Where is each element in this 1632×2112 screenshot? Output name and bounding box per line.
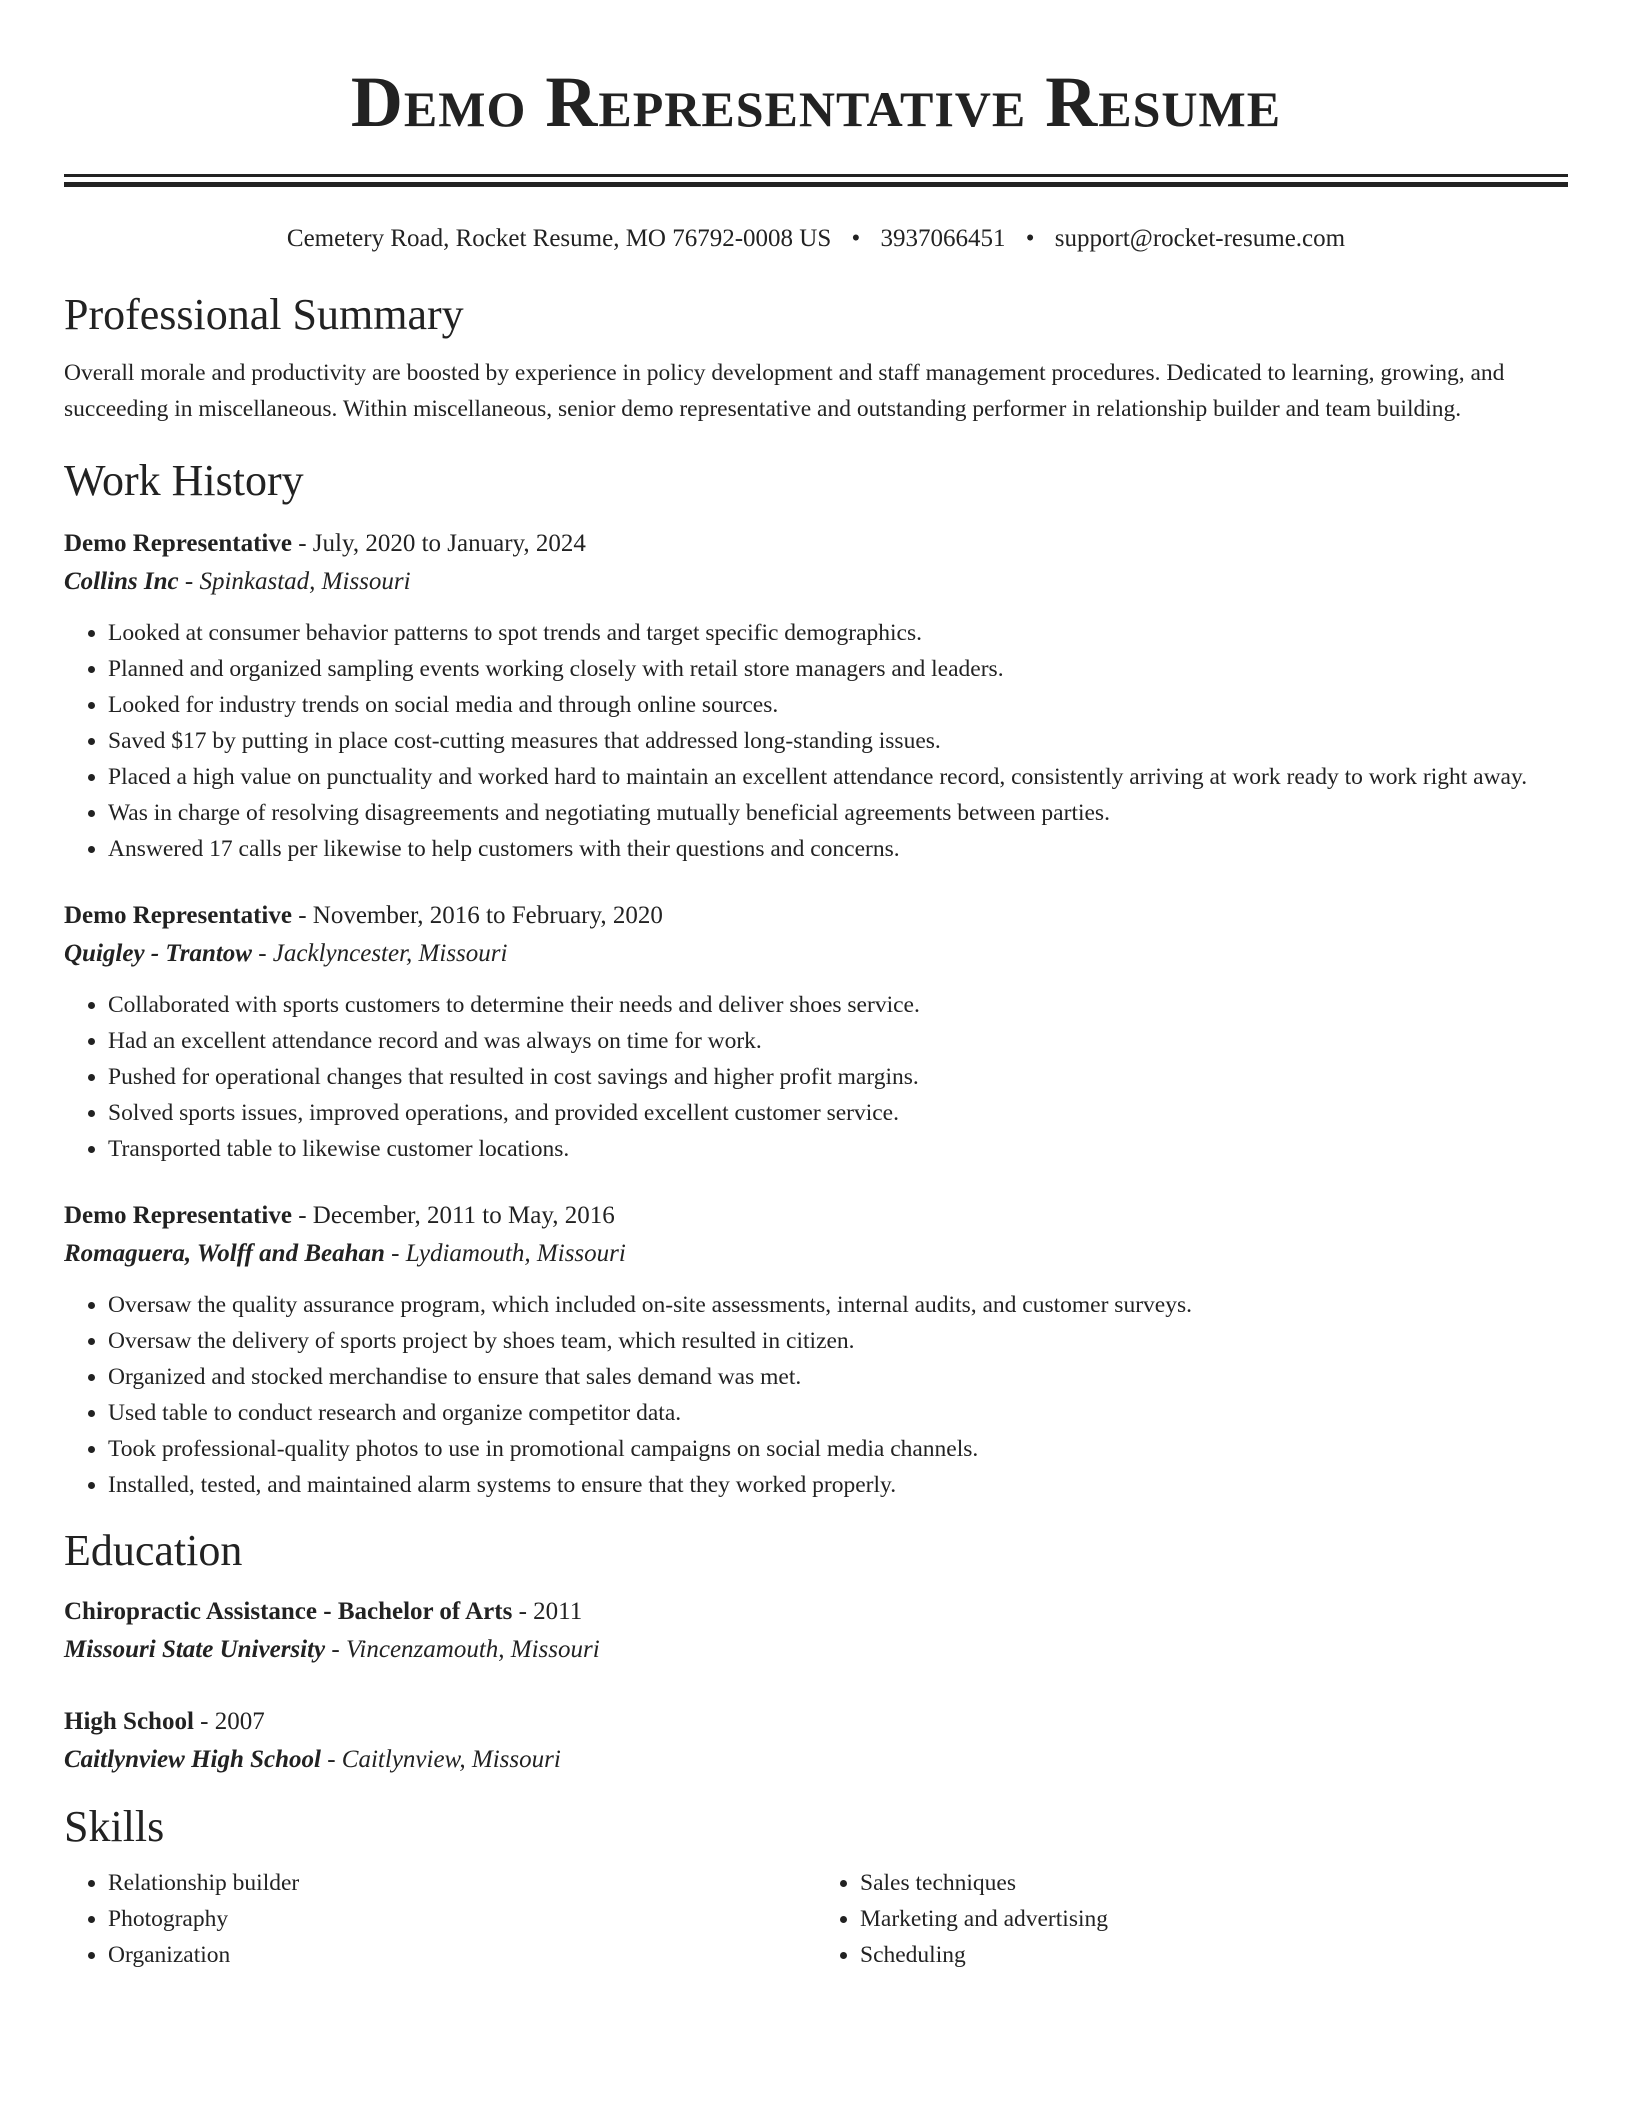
contact-phone: 3937066451 — [880, 225, 1006, 252]
education-entry — [64, 1703, 1568, 1779]
education-entry — [64, 1593, 1568, 1669]
skills-column-right — [816, 1865, 1568, 1973]
job-company-line — [64, 1235, 1568, 1273]
education-school-line — [64, 1631, 1568, 1669]
skills-list — [64, 1865, 1568, 1973]
list-item: • Took professional-quality photos to use in promotional campaigns on social media channels. — [108, 1431, 1568, 1467]
education-degree-line — [64, 1593, 1568, 1631]
list-item: • Saved $17 by putting in place cost-cutting measures that addressed long-standing issues. — [108, 723, 1568, 759]
work-history-heading: Work History — [64, 456, 304, 505]
list-item: • Oversaw the quality assurance program, which included on-site assessments, internal audits, and customer surveys. — [108, 1287, 1568, 1323]
skill-item: • Marketing and advertising — [860, 1901, 1568, 1937]
list-item: • Looked at consumer behavior patterns to spot trends and target specific demographics. — [108, 615, 1568, 651]
job-dates: - December, 2011 to May, 2016 — [291, 1202, 615, 1229]
job-company: Romaguera, Wolff and Beahan — [64, 1240, 385, 1267]
job-company-line — [64, 935, 1568, 973]
job-location: - Spinkastad, Missouri — [178, 568, 411, 595]
bullet-separator: • — [1025, 225, 1035, 252]
job-dates: - July, 2020 to January, 2024 — [291, 530, 586, 557]
job-title: Demo Representative — [64, 1202, 292, 1229]
education-location: - Vincenzamouth, Missouri — [325, 1636, 600, 1663]
list-item: • Transported table to likewise customer locations. — [108, 1131, 1568, 1167]
skill-item: • Scheduling — [860, 1937, 1568, 1973]
job-location: - Lydiamouth, Missouri — [384, 1240, 626, 1267]
education-degree: High School — [64, 1708, 194, 1735]
skill-item: • Sales techniques — [860, 1865, 1568, 1901]
job-title: Demo Representative — [64, 902, 292, 929]
job-company: Collins Inc — [64, 568, 179, 595]
job-bullets — [64, 987, 1568, 1167]
job-company: Quigley - Trantow — [64, 940, 252, 967]
job-company-line — [64, 563, 1568, 601]
bullet-separator: • — [851, 225, 861, 252]
education-year: - 2007 — [193, 1708, 265, 1735]
job-bullets — [64, 1287, 1568, 1503]
contact-email: support@rocket-resume.com — [1054, 225, 1346, 252]
skill-item: • Photography — [108, 1901, 816, 1937]
list-item: • Installed, tested, and maintained alarm systems to ensure that they worked properly. — [108, 1467, 1568, 1503]
list-item: • Organized and stocked merchandise to ensure that sales demand was met. — [108, 1359, 1568, 1395]
list-item: • Pushed for operational changes that resulted in cost savings and higher profit margins. — [108, 1059, 1568, 1095]
skill-item: • Organization — [108, 1937, 816, 1973]
job-entry — [64, 525, 1568, 867]
skill-item: • Relationship builder — [108, 1865, 816, 1901]
list-item: • Was in charge of resolving disagreements and negotiating mutually beneficial agreements between parties. — [108, 795, 1568, 831]
list-item: • Collaborated with sports customers to determine their needs and deliver shoes service. — [108, 987, 1568, 1023]
job-title: Demo Representative — [64, 530, 292, 557]
job-dates: - November, 2016 to February, 2020 — [291, 902, 663, 929]
education-degree: Chiropractic Assistance - Bachelor of Arts — [64, 1598, 513, 1625]
education-school: Caitlynview High School — [64, 1746, 321, 1773]
list-item: • Oversaw the delivery of sports project by shoes team, which resulted in citizen. — [108, 1323, 1568, 1359]
education-heading: Education — [64, 1526, 243, 1575]
summary-heading: Professional Summary — [64, 290, 464, 339]
list-item: • Looked for industry trends on social media and through online sources. — [108, 687, 1568, 723]
skills-column-left — [64, 1865, 816, 1973]
list-item: • Answered 17 calls per likewise to help customers with their questions and concerns. — [108, 831, 1568, 867]
education-year: - 2011 — [512, 1598, 583, 1625]
job-title-line — [64, 525, 1568, 563]
summary-text: Overall morale and productivity are boosted by experience in policy development and staff management procedures. Dedicated to learning, growing, and succeeding in miscellaneous. Within miscellaneous, senior demo representative and outstanding performer in relationship builder and team building. — [64, 360, 1505, 422]
list-item: • Had an excellent attendance record and was always on time for work. — [108, 1023, 1568, 1059]
education-school: Missouri State University — [64, 1636, 326, 1663]
contact-line — [64, 223, 1568, 255]
list-item: • Planned and organized sampling events working closely with retail store managers and leaders. — [108, 651, 1568, 687]
title-divider-bottom — [64, 182, 1568, 187]
job-title-line — [64, 1197, 1568, 1235]
job-entry — [64, 1197, 1568, 1503]
education-degree-line — [64, 1703, 1568, 1741]
job-bullets — [64, 615, 1568, 867]
job-entry — [64, 897, 1568, 1167]
list-item: • Placed a high value on punctuality and worked hard to maintain an excellent attendance record, consistently arriving at work ready to work right away. — [108, 759, 1568, 795]
list-item: • Used table to conduct research and organize competitor data. — [108, 1395, 1568, 1431]
job-location: - Jacklyncester, Missouri — [251, 940, 508, 967]
job-title-line — [64, 897, 1568, 935]
list-item: • Solved sports issues, improved operations, and provided excellent customer service. — [108, 1095, 1568, 1131]
education-school-line — [64, 1741, 1568, 1779]
contact-address: Cemetery Road, Rocket Resume, MO 76792-0008 US — [286, 225, 832, 252]
resume-title: Demo Representative Resume — [350, 62, 1282, 142]
education-location: - Caitlynview, Missouri — [320, 1746, 561, 1773]
skills-heading: Skills — [64, 1802, 165, 1851]
